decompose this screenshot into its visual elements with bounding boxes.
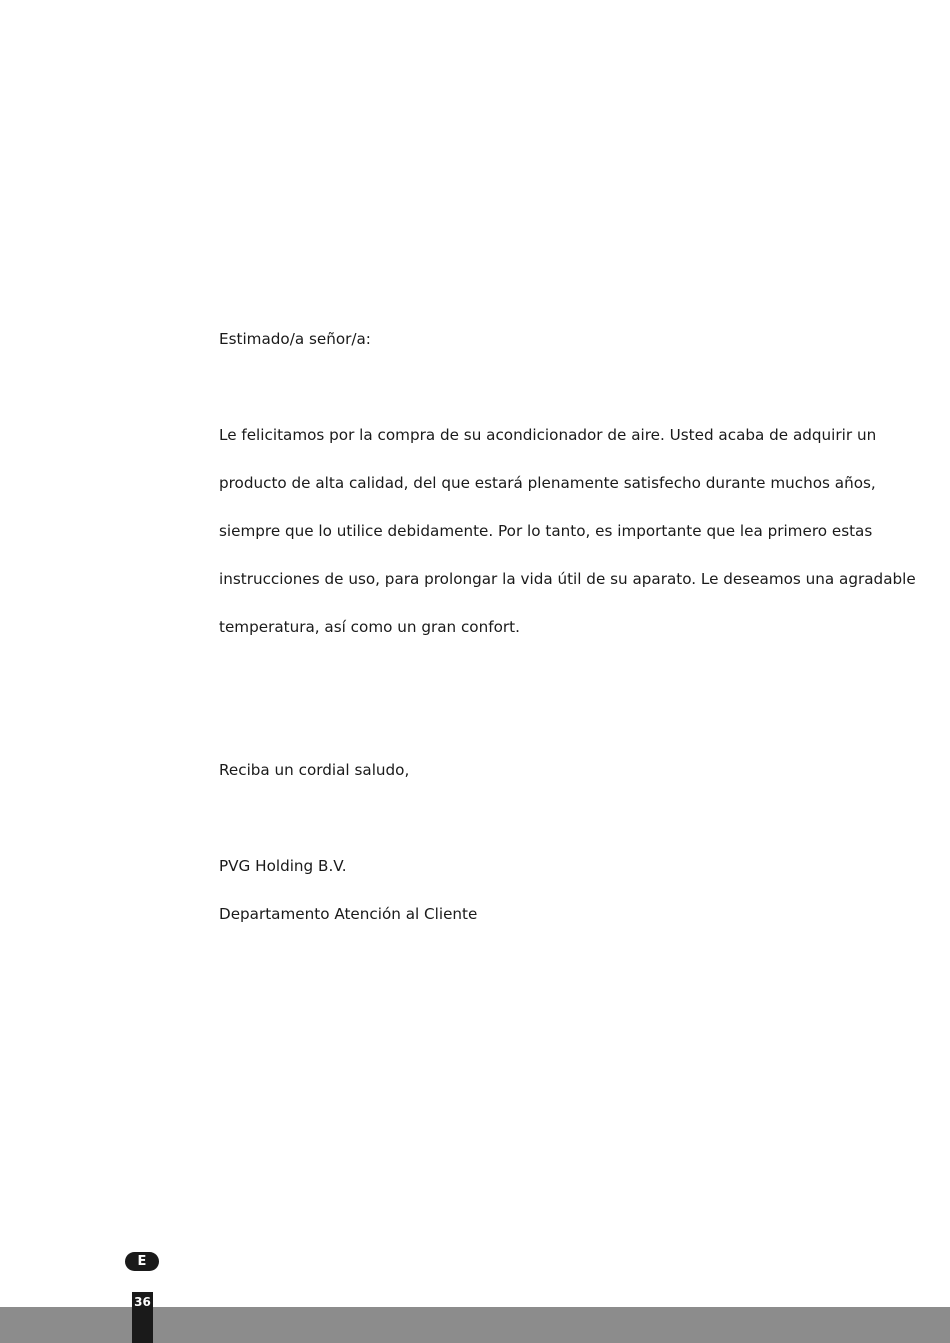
body-line-1: Le felicitamos por la compra de su acondicionador de aire. Usted acaba de adquirir un <box>219 426 877 444</box>
body-line-2: producto de alta calidad, del que estará plenamente satisfecho durante muchos años, <box>219 474 876 492</box>
body-line-4: instrucciones de uso, para prolongar la vida útil de su aparato. Le deseamos una agradable <box>219 570 916 588</box>
body-line-5: temperatura, así como un gran confort. <box>219 618 520 636</box>
company-name: PVG Holding B.V. <box>219 857 347 875</box>
language-badge: E <box>125 1252 159 1271</box>
salutation: Estimado/a señor/a: <box>219 330 371 348</box>
body-line-3: siempre que lo utilice debidamente. Por lo tanto, es importante que lea primero estas <box>219 522 873 540</box>
page-number-tab <box>132 1292 153 1343</box>
department-name: Departamento Atención al Cliente <box>219 905 478 923</box>
page-number: 36 <box>134 1295 151 1309</box>
closing: Reciba un cordial saludo, <box>219 761 410 779</box>
